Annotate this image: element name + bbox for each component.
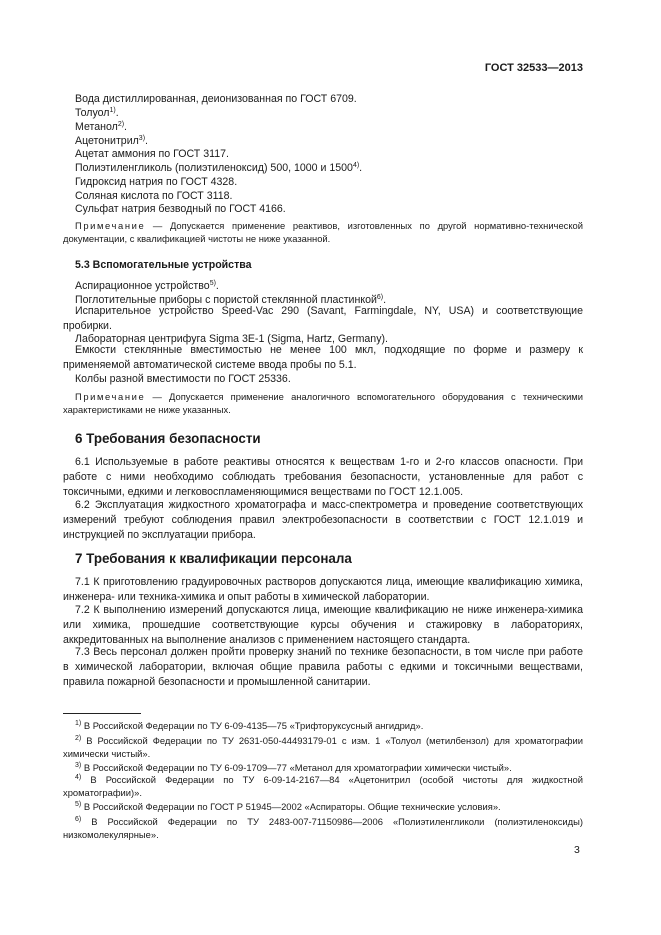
- staff-paragraph-7-3: 7.3 Весь персонал должен пройти проверку знаний по технике безопасности, в том числе при работе в химической лаборатории, включая общие правила работы с едкими и токсичными веществами, правила пожарной безопасности и промышленной санитарии.: [63, 646, 583, 688]
- footnote-2: $^{2)}$ В Российской Федерации по ТУ 2631-050-44493179-01 с изм. 1 «Толуол (метилбензол) для хроматографии химически чистый».: [63, 735, 583, 760]
- document-id: ГОСТ 32533—2013: [484, 62, 583, 74]
- footnote-3: $^{3)}$ В Российской Федерации по ТУ 6-09-1709—77 «Метанол для хроматографии химически чистый».: [75, 762, 512, 773]
- reagent-peg: Полиэтиленгликоль (полиэтиленоксид) 500, 1000 и 1500$^{4)}$.: [75, 162, 363, 174]
- footnote-1: $^{1)}$ В Российской Федерации по ТУ 6-09-4135—75 «Трифторуксусный ангидрид».: [75, 720, 424, 731]
- staff-paragraph-7-2: 7.2 К выполнению измерений допускаются лица, имеющие квалификацию не ниже инженера-химика или химика, прошедшие соответствующие курсы обучения и стажировку в лабораториях, аккредитованных на выполнение анализов с применением настоящего стандарта.: [63, 604, 583, 646]
- section-5-3-heading: 5.3 Вспомогательные устройства: [75, 259, 252, 271]
- aux-note: Примечание — Допускается применение аналогичного вспомогательного оборудования с техническими характеристиками не ниже указанных.: [63, 391, 583, 415]
- page-number: 3: [574, 844, 580, 856]
- footnote-5: $^{5)}$ В Российской Федерации по ГОСТ Р 51945—2002 «Аспираторы. Общие технические условия».: [75, 801, 501, 812]
- aux-centrifuge: Лабораторная центрифуга Sigma 3E-1 (Sigma, Hartz, Germany).: [75, 333, 388, 345]
- reagent-ammonium-acetate: Ацетат аммония по ГОСТ 3117.: [75, 148, 229, 160]
- reagents-note: Примечание — Допускается применение реактивов, изготовленных по другой нормативно-технической документации, с квалификацией чистоты не ниже указанной.: [63, 220, 583, 244]
- aux-absorbers: Поглотительные приборы с пористой стеклянной пластинкой$^{6)}$.: [75, 294, 387, 306]
- reagent-naoh: Гидроксид натрия по ГОСТ 4328.: [75, 176, 238, 188]
- footnote-separator: [63, 713, 141, 714]
- safety-paragraph-6-1: 6.1 Используемые в работе реактивы относятся к веществам 1-го и 2-го классов опасности. При работе с ними необходимо соблюдать требования безопасности, установленные для работ с токсичными, едкими и легковоспламеняющимися веществами по ГОСТ 12.1.005.: [63, 456, 583, 498]
- safety-paragraph-6-2: 6.2 Эксплуатация жидкостного хроматографа и масс-спектрометра и проведение соответствующих измерений требуют соблюдения правил электробезопасности в соответствии с ГОСТ 12.1.019 и инструкцией по эксплуатации прибора.: [63, 499, 583, 541]
- footnote-4: $^{4)}$ В Российской Федерации по ТУ 6-09-14-2167—84 «Ацетонитрил (особой чистоты для жидкостной хроматографии)».: [63, 774, 583, 799]
- aux-evaporator: Испарительное устройство Speed-Vac 290 (Savant, Farmingdale, NY, USA) и соответствующие пробирки.: [63, 305, 583, 332]
- aux-vessels: Емкости стеклянные вместимостью не менее 100 мкл, подходящие по форме и размеру к применяемой автоматической системе ввода пробы по 5.1.: [63, 344, 583, 371]
- reagent-sodium-sulfate: Сульфат натрия безводный по ГОСТ 4166.: [75, 203, 286, 215]
- aux-aspirator: Аспирационное устройство$^{5)}$.: [75, 280, 219, 292]
- reagent-methanol: Метанол$^{2)}$.: [75, 121, 127, 133]
- section-7-heading: 7 Требования к квалификации персонала: [75, 551, 352, 566]
- aux-flasks: Колбы разной вместимости по ГОСТ 25336.: [75, 373, 291, 385]
- reagent-hcl: Соляная кислота по ГОСТ 3118.: [75, 190, 233, 202]
- reagent-toluene: Толуол$^{1)}$.: [75, 107, 119, 119]
- reagent-water: Вода дистиллированная, деионизованная по ГОСТ 6709.: [75, 93, 357, 105]
- footnote-6: $^{6)}$ В Российской Федерации по ТУ 2483-007-71150986—2006 «Полиэтиленгликоли (полиэтиленоксиды) низкомолекулярные».: [63, 816, 583, 841]
- reagent-acetonitrile: Ацетонитрил$^{3)}$.: [75, 135, 148, 147]
- section-6-heading: 6 Требования безопасности: [75, 431, 261, 446]
- staff-paragraph-7-1: 7.1 К приготовлению градуировочных растворов допускаются лица, имеющие квалификацию химика, инженера- или техника-химика и опыт работы в химической лаборатории.: [63, 576, 583, 603]
